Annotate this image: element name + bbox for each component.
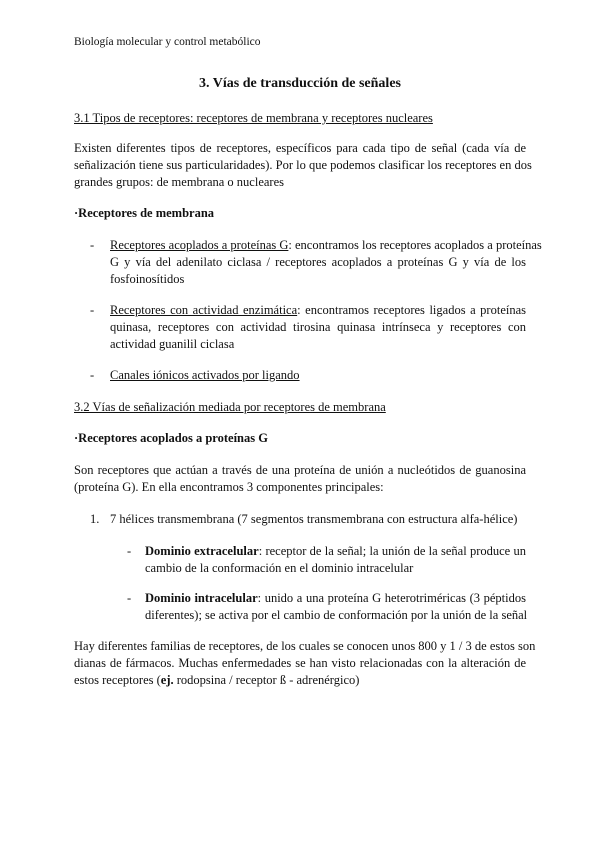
text-run-bold: ej. bbox=[160, 673, 174, 687]
paragraph-line bbox=[74, 673, 359, 688]
numbered-list-text: 7 hélices transmembrana (7 segmentos transmembrana con estructura alfa-hélice) bbox=[110, 512, 518, 526]
paragraph-line: dianas de fármacos. Muchas enfermedades se han visto relacionadas con la alteración de bbox=[74, 656, 526, 670]
sublist-item-line: cambio de la conformación en el dominio intracelular bbox=[145, 561, 414, 575]
list-bullet-dash: - bbox=[90, 303, 95, 317]
section-heading-3-1: 3.1 Tipos de receptores: receptores de membrana y receptores nucleares bbox=[74, 111, 433, 125]
numbered-list-marker: 1. bbox=[90, 512, 100, 526]
list-item-title: Canales iónicos activados por ligando bbox=[110, 368, 300, 382]
paragraph-line: Existen diferentes tipos de receptores, específicos para cada tipo de señal (cada vía de bbox=[74, 141, 526, 155]
paragraph-line: grandes grupos: de membrana o nucleares bbox=[74, 175, 284, 189]
section-heading-3-2: 3.2 Vías de señalización mediada por receptores de membrana bbox=[74, 400, 386, 414]
list-item-text: : encontramos los receptores acoplados a proteínas bbox=[288, 238, 542, 252]
text-run: estos receptores ( bbox=[74, 673, 161, 687]
list-bullet-dash: - bbox=[127, 591, 132, 605]
paragraph-line: (proteína G). En ella encontramos 3 componentes principales: bbox=[74, 480, 384, 494]
list-item-line: G y vía del adenilato ciclasa / receptores acoplados a proteínas G y vía de los bbox=[110, 255, 526, 269]
running-header: Biología molecular y control metabólico bbox=[74, 36, 261, 48]
list-item-title: Receptores con actividad enzimática bbox=[110, 303, 298, 317]
paragraph-line: señalización tiene sus particularidades). Por lo que podemos clasificar los receptores en dos bbox=[74, 158, 532, 172]
sublist-item-text: : receptor de la señal; la unión de la señal produce un bbox=[258, 544, 526, 558]
sublist-item-title: Dominio intracelular bbox=[145, 591, 258, 605]
list-item-line: quinasa, receptores con actividad tirosina quinasa intrínseca y receptores con bbox=[110, 320, 526, 334]
list-bullet-dash: - bbox=[127, 544, 132, 558]
text-run: rodopsina / receptor ß - adrenérgico) bbox=[173, 673, 360, 687]
paragraph-line: Son receptores que actúan a través de una proteína de unión a nucleótidos de guanosina bbox=[74, 463, 526, 477]
list-item-title: Receptores acoplados a proteínas G bbox=[110, 238, 289, 252]
sublist-item-line bbox=[145, 544, 526, 559]
page-title: 3. Vías de transducción de señales bbox=[199, 76, 401, 91]
sublist-item-title: Dominio extracelular bbox=[145, 544, 259, 558]
list-item-line bbox=[110, 238, 542, 253]
sublist-item-line: diferentes); se activa por el cambio de conformación por la unión de la señal bbox=[145, 608, 528, 622]
sublist-item-line bbox=[145, 591, 526, 606]
list-item-text: : encontramos receptores ligados a proteínas bbox=[297, 303, 526, 317]
subheading-membrane-receptors: ·Receptores de membrana bbox=[74, 206, 215, 220]
subheading-g-protein-receptors: ·Receptores acoplados a proteínas G bbox=[74, 431, 268, 445]
list-item-line: fosfoinosítidos bbox=[110, 272, 185, 286]
paragraph-line: Hay diferentes familias de receptores, de los cuales se conocen unos 800 y 1 / 3 de estos son bbox=[74, 639, 536, 653]
sublist-item-text: : unido a una proteína G heterotriméricas (3 péptidos bbox=[257, 591, 526, 605]
list-bullet-dash: - bbox=[90, 238, 95, 252]
list-item-line: actividad guanilil ciclasa bbox=[110, 337, 235, 351]
list-item-line bbox=[110, 303, 526, 318]
list-bullet-dash: - bbox=[90, 368, 95, 382]
